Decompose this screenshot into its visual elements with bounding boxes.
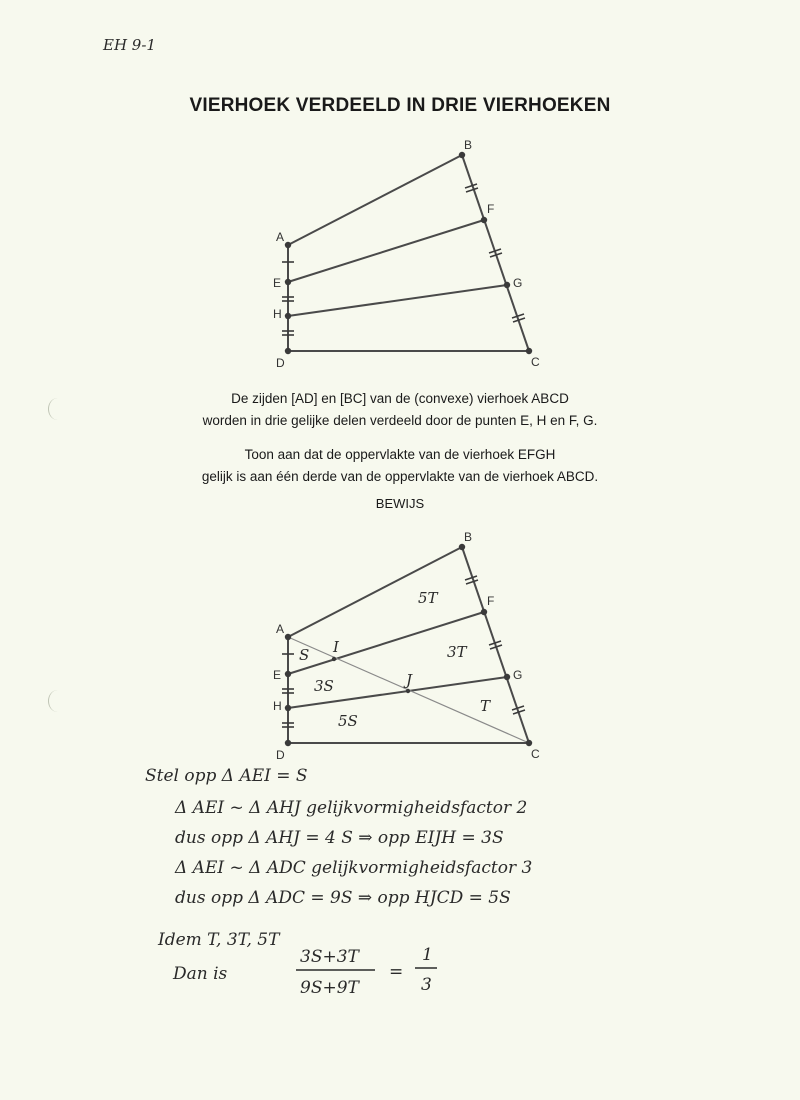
proof-line: Stel opp Δ AEI = S xyxy=(145,766,308,786)
area-5s: 5S xyxy=(338,712,358,730)
label-a: A xyxy=(276,230,285,244)
statement-line: worden in drie gelijke delen verdeeld door de punten E, H en F, G. xyxy=(202,413,598,428)
fraction-numerator: 3S+3T xyxy=(300,947,359,967)
label-f: F xyxy=(487,594,495,608)
proof-line: dus opp Δ AHJ = 4 S ⇒ opp EIJH = 3S xyxy=(175,828,504,848)
equals-sign: = xyxy=(389,962,404,982)
label-e: E xyxy=(273,668,282,682)
area-5t: 5T xyxy=(418,589,438,607)
result-numerator: 1 xyxy=(422,945,433,965)
label-b: B xyxy=(464,530,473,544)
page-title: VIERHOEK VERDEELD IN DRIE VIERHOEKEN xyxy=(189,95,611,116)
label-b: B xyxy=(464,138,473,152)
task-line: Toon aan dat de oppervlakte van de vierhoek EFGH xyxy=(244,447,556,462)
proof-line: Δ AEI ~ Δ AHJ gelijkvormigheidsfactor 2 xyxy=(175,798,528,818)
task-line: gelijk is aan één derde van de oppervlakte van de vierhoek ABCD. xyxy=(201,469,599,484)
label-h: H xyxy=(273,307,282,321)
label-a: A xyxy=(276,622,285,636)
proof-heading: BEWIJS xyxy=(375,496,425,511)
proof-line: Idem T, 3T, 5T xyxy=(158,930,280,950)
label-g: G xyxy=(513,668,523,682)
area-3s: 3S xyxy=(314,677,334,695)
label-i: I xyxy=(333,638,339,656)
label-d: D xyxy=(276,356,285,370)
fraction-denominator: 9S+9T xyxy=(300,978,359,998)
label-h: H xyxy=(273,699,282,713)
label-j: J xyxy=(406,671,413,689)
label-d: D xyxy=(276,748,285,762)
proof-line: Δ AEI ~ Δ ADC gelijkvormigheidsfactor 3 xyxy=(175,858,533,878)
result-denominator: 3 xyxy=(421,975,432,995)
label-c: C xyxy=(531,747,540,761)
area-s: S xyxy=(299,646,310,664)
proof-line: dus opp Δ ADC = 9S ⇒ opp HJCD = 5S xyxy=(175,888,511,908)
proof-line: Dan is xyxy=(173,964,228,984)
area-t: T xyxy=(480,697,491,715)
statement-line: De zijden [AD] en [BC] van de (convexe) vierhoek ABCD xyxy=(231,391,569,406)
label-g: G xyxy=(513,276,523,290)
label-c: C xyxy=(531,355,540,369)
area-3t: 3T xyxy=(447,643,467,661)
label-e: E xyxy=(273,276,282,290)
page-reference: EH 9-1 xyxy=(103,36,156,54)
label-f: F xyxy=(487,202,495,216)
